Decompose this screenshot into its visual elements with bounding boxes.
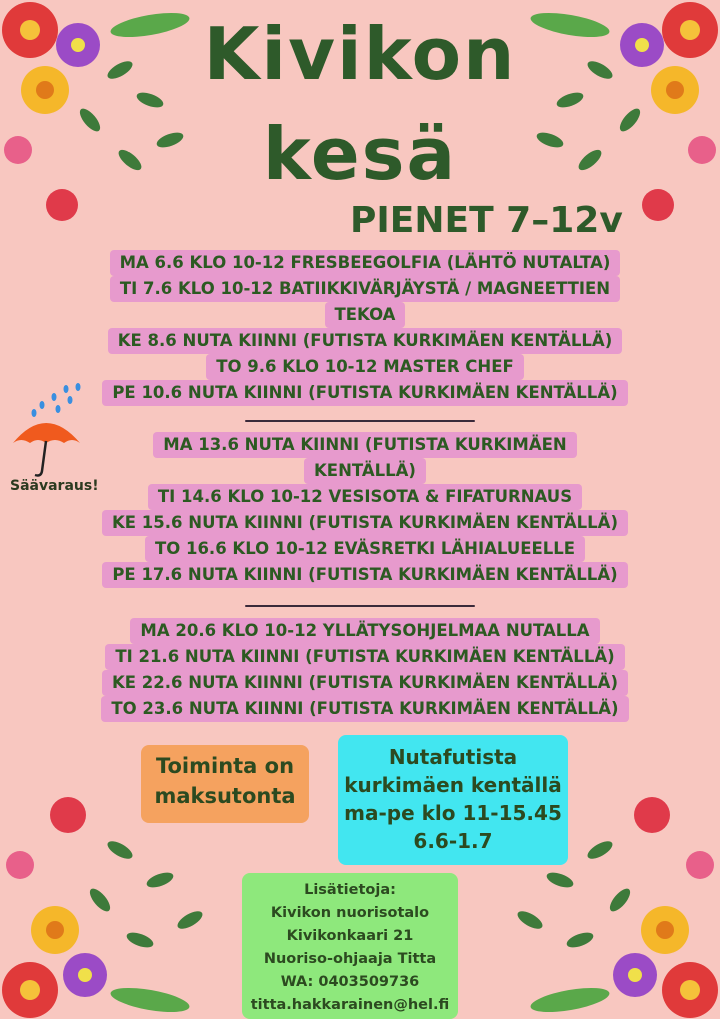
schedule-line: MA 6.6 KLO 10-12 FRESBEEGOLFIA (LÄHTÖ NUTALTA): [110, 250, 621, 276]
futis-line: kurkimäen kentällä: [344, 773, 562, 797]
subtitle: PIENET 7–12v: [350, 200, 623, 241]
football-box: [338, 735, 568, 865]
umbrella-icon: [8, 383, 98, 493]
schedule-line: TI 7.6 KLO 10-12 BATIIKKIVÄRJÄYSTÄ / MAGNEETTIEN: [110, 276, 620, 302]
schedule-line: KE 22.6 NUTA KIINNI (FUTISTA KURKIMÄEN KENTÄLLÄ): [102, 670, 628, 696]
contact-info-box: [242, 873, 458, 1019]
schedule-line: TO 16.6 KLO 10-12 EVÄSRETKI LÄHIALUEELLE: [145, 536, 585, 562]
schedule-line: KENTÄLLÄ): [304, 458, 426, 484]
week-divider: [245, 605, 475, 607]
schedule-week-2: [93, 432, 637, 588]
schedule-line: TO 23.6 NUTA KIINNI (FUTISTA KURKIMÄEN KENTÄLLÄ): [101, 696, 628, 722]
schedule-week-3: [93, 618, 637, 722]
free-line: maksutonta: [154, 784, 296, 808]
schedule-line: TO 9.6 KLO 10-12 MASTER CHEF: [206, 354, 524, 380]
schedule-line: TI 14.6 KLO 10-12 VESISOTA & FIFATURNAUS: [148, 484, 582, 510]
info-line: Lisätietoja:: [304, 882, 396, 898]
futis-line: 6.6-1.7: [413, 829, 493, 853]
futis-line: ma-pe klo 11-15.45: [344, 801, 562, 825]
schedule-line: PE 17.6 NUTA KIINNI (FUTISTA KURKIMÄEN KENTÄLLÄ): [102, 562, 627, 588]
flower-decoration-bottom-left: [0, 790, 230, 1019]
schedule-line: KE 8.6 NUTA KIINNI (FUTISTA KURKIMÄEN KENTÄLLÄ): [108, 328, 623, 354]
futis-line: Nutafutista: [388, 745, 518, 769]
schedule-line: PE 10.6 NUTA KIINNI (FUTISTA KURKIMÄEN KENTÄLLÄ): [102, 380, 627, 406]
free-activity-box: [141, 745, 309, 823]
info-line: Nuoriso-ohjaaja Titta: [263, 951, 437, 967]
schedule-line: MA 20.6 KLO 10-12 YLLÄTYSOHJELMAA NUTALLA: [130, 618, 599, 644]
free-line: Toiminta on: [155, 754, 295, 778]
weather-note: Säävaraus!: [10, 478, 99, 494]
title-line-1: Kivikon: [203, 12, 517, 96]
schedule-week-1: [93, 250, 637, 406]
week-divider: [245, 420, 475, 422]
schedule-line: TEKOA: [325, 302, 406, 328]
email-link[interactable]: titta.hakkarainen@hel.fi: [250, 997, 450, 1013]
schedule-line: MA 13.6 NUTA KIINNI (FUTISTA KURKIMÄEN: [153, 432, 576, 458]
schedule-line: TI 21.6 NUTA KIINNI (FUTISTA KURKIMÄEN KENTÄLLÄ): [105, 644, 624, 670]
info-line: WA: 0403509736: [280, 974, 420, 990]
info-line: Kivikon nuorisotalo: [270, 905, 430, 921]
title-line-2: kesä: [262, 112, 458, 196]
info-line: Kivikonkaari 21: [286, 928, 414, 944]
schedule-line: KE 15.6 NUTA KIINNI (FUTISTA KURKIMÄEN KENTÄLLÄ): [102, 510, 628, 536]
